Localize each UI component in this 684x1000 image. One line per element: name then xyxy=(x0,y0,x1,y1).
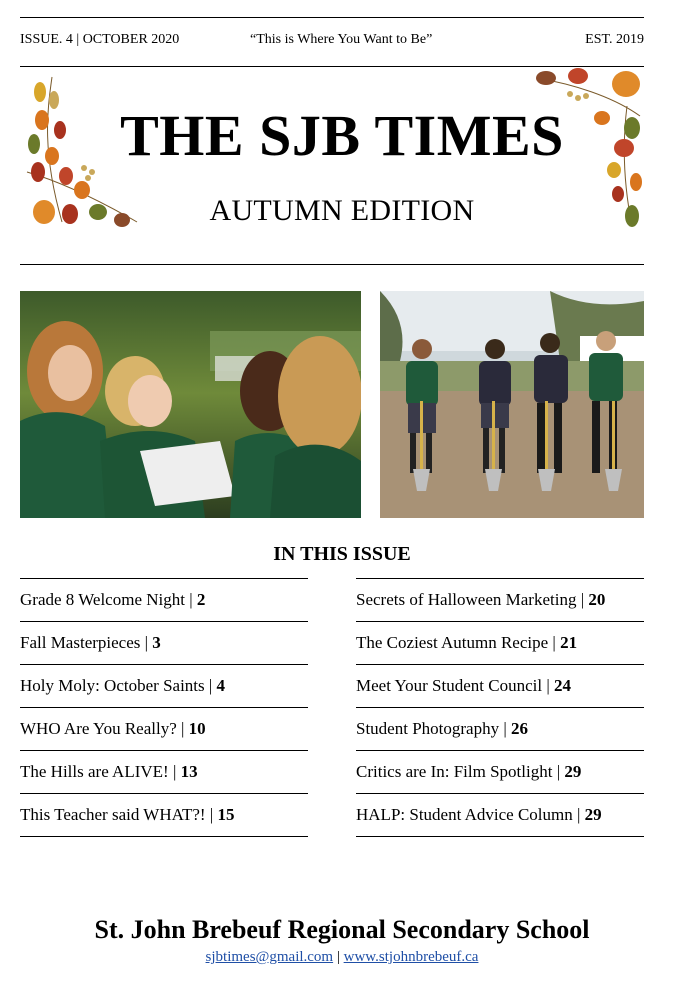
toc-item-title: Student Photography xyxy=(356,719,500,738)
toc-item-page: 29 xyxy=(584,805,602,824)
established-date: EST. 2019 xyxy=(585,32,644,47)
toc-item-title: This Teacher said WHAT?! xyxy=(20,805,206,824)
contents-heading: IN THIS ISSUE xyxy=(273,543,411,565)
toc-item[interactable]: WHO Are You Really? | 10 xyxy=(20,707,308,750)
toc-item-page: 29 xyxy=(564,762,582,781)
toc-item-title: Critics are In: Film Spotlight xyxy=(356,762,553,781)
contact-links xyxy=(0,948,684,966)
toc-item[interactable]: Secrets of Halloween Marketing | 20 xyxy=(356,578,644,621)
toc-item-page: 20 xyxy=(588,590,606,609)
toc-item[interactable]: The Coziest Autumn Recipe | 21 xyxy=(356,621,644,664)
link-separator: | xyxy=(336,949,340,965)
masthead-title: THE SJB TIMES xyxy=(120,103,564,168)
toc-item-page: 4 xyxy=(216,676,226,695)
toc-item-page: 15 xyxy=(217,805,235,824)
toc-item-title: Fall Masterpieces xyxy=(20,633,141,652)
toc-item[interactable]: The Hills are ALIVE! | 13 xyxy=(20,750,308,793)
toc-item-title: The Coziest Autumn Recipe xyxy=(356,633,549,652)
toc-item-title: HALP: Student Advice Column xyxy=(356,805,573,824)
toc-item[interactable]: HALP: Student Advice Column | 29 xyxy=(356,793,644,837)
students-conversation-photo xyxy=(20,291,361,518)
toc-item-title: Grade 8 Welcome Night xyxy=(20,590,185,609)
toc-item-page: 26 xyxy=(511,719,528,738)
toc-item[interactable]: Critics are In: Film Spotlight | 29 xyxy=(356,750,644,793)
masthead-rule xyxy=(20,264,644,265)
toc-item-page: 13 xyxy=(180,762,198,781)
toc-item-page: 24 xyxy=(553,676,571,695)
toc-item-page: 10 xyxy=(188,719,206,738)
email-link[interactable]: sjbtimes@gmail.com xyxy=(205,949,334,965)
website-link[interactable]: www.stjohnbrebeuf.ca xyxy=(343,949,479,965)
toc-item[interactable]: Student Photography | 26 xyxy=(356,707,644,750)
toc-item-page: 21 xyxy=(560,633,578,652)
contents-left-column xyxy=(20,578,308,837)
toc-item-page: 3 xyxy=(152,633,161,652)
toc-item-title: WHO Are You Really? xyxy=(20,719,177,738)
school-name: St. John Brebeuf Regional Secondary School xyxy=(94,915,590,944)
toc-item-page: 2 xyxy=(196,590,206,609)
toc-item-title: Secrets of Halloween Marketing xyxy=(356,590,577,609)
slogan: “This is Where You Want to Be” xyxy=(250,32,433,47)
toc-item[interactable]: This Teacher said WHAT?! | 15 xyxy=(20,793,308,837)
toc-item-title: The Hills are ALIVE! xyxy=(20,762,169,781)
edition-subtitle: AUTUMN EDITION xyxy=(209,194,475,227)
toc-item[interactable]: Meet Your Student Council | 24 xyxy=(356,664,644,707)
toc-item[interactable]: Grade 8 Welcome Night | 2 xyxy=(20,578,308,621)
toc-item[interactable]: Fall Masterpieces | 3 xyxy=(20,621,308,664)
top-rule xyxy=(20,17,644,18)
issue-info: ISSUE. 4 | OCTOBER 2020 xyxy=(20,32,180,47)
toc-item-title: Holy Moly: October Saints xyxy=(20,676,205,695)
toc-item-title: Meet Your Student Council xyxy=(356,676,543,695)
contents-right-column xyxy=(356,578,644,837)
groundbreaking-photo xyxy=(380,291,644,518)
toc-item[interactable]: Holy Moly: October Saints | 4 xyxy=(20,664,308,707)
